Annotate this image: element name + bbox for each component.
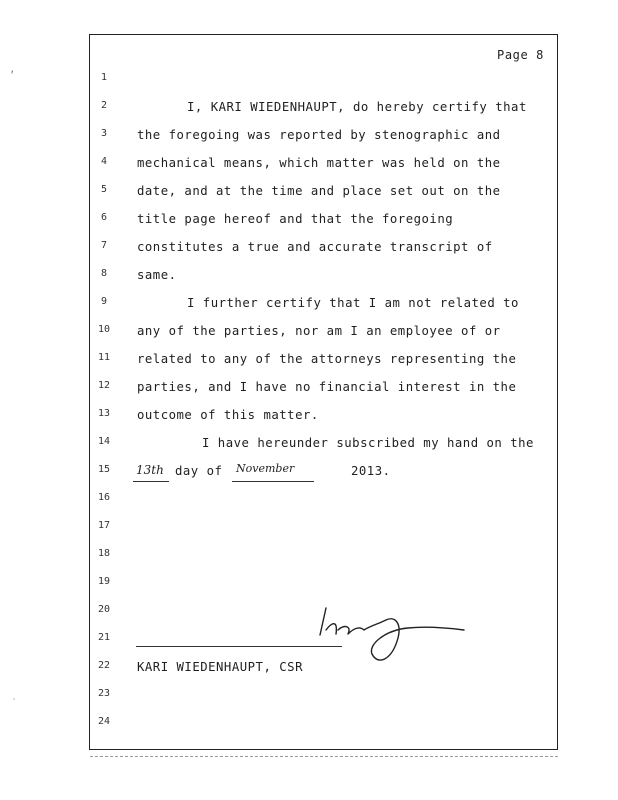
month-underline xyxy=(232,481,314,482)
transcript-line: any of the parties, nor am I an employee of or xyxy=(137,324,501,338)
line-number: 1 xyxy=(100,72,108,83)
signature-line xyxy=(136,646,342,647)
line-number: 15 xyxy=(97,464,111,475)
transcript-line: outcome of this matter. xyxy=(137,408,319,422)
year-text: 2013. xyxy=(351,464,391,478)
line-number: 16 xyxy=(97,492,111,503)
day-of-text: day of xyxy=(175,464,223,478)
line-number: 11 xyxy=(97,352,111,363)
line-number: 23 xyxy=(97,688,111,699)
line-number: 7 xyxy=(100,240,108,251)
transcript-line: date, and at the time and place set out on the xyxy=(137,184,501,198)
handwritten-day: 13th xyxy=(136,463,164,477)
handwritten-month: November xyxy=(236,462,295,475)
transcript-line: the foregoing was reported by stenographic and xyxy=(137,128,501,142)
transcript-line: I further certify that I am not related to xyxy=(187,296,519,310)
line-number: 20 xyxy=(97,604,111,615)
line-number: 12 xyxy=(97,380,111,391)
transcript-line: title page hereof and that the foregoing xyxy=(137,212,454,226)
transcript-line: mechanical means, which matter was held on the xyxy=(137,156,501,170)
line-number: 5 xyxy=(100,184,108,195)
line-number: 6 xyxy=(100,212,108,223)
scan-speck: ˙ xyxy=(11,698,18,709)
line-number: 4 xyxy=(100,156,108,167)
line-number: 18 xyxy=(97,548,111,559)
line-number: 22 xyxy=(97,660,111,671)
line-number: 3 xyxy=(100,128,108,139)
line-number: 21 xyxy=(97,632,111,643)
transcript-line: I have hereunder subscribed my hand on the xyxy=(202,436,534,450)
line-number: 10 xyxy=(97,324,111,335)
line-number: 19 xyxy=(97,576,111,587)
line-number: 17 xyxy=(97,520,111,531)
transcript-line: related to any of the attorneys representing the xyxy=(137,352,517,366)
line-number: 2 xyxy=(100,100,108,111)
page-number-label: Page 8 xyxy=(497,48,544,62)
handwritten-signature xyxy=(308,600,478,670)
transcript-line: same. xyxy=(137,268,177,282)
scan-speck: ʼ xyxy=(9,70,16,81)
line-number: 8 xyxy=(100,268,108,279)
line-number: 14 xyxy=(97,436,111,447)
transcript-line: I, KARI WIEDENHAUPT, do hereby certify that xyxy=(187,100,527,114)
transcript-line: constitutes a true and accurate transcript of xyxy=(137,240,493,254)
transcript-line: parties, and I have no financial interest in the xyxy=(137,380,517,394)
line-number: 9 xyxy=(100,296,108,307)
line-number: 13 xyxy=(97,408,111,419)
bottom-border xyxy=(90,756,558,757)
day-underline xyxy=(133,481,169,482)
line-number: 24 xyxy=(97,716,111,727)
reporter-name: KARI WIEDENHAUPT, CSR xyxy=(137,660,303,674)
